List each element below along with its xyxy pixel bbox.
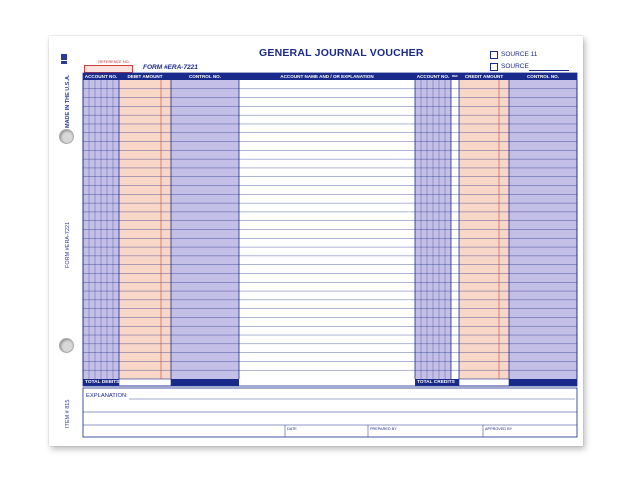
- total-credits-label: TOTAL CREDITS: [417, 380, 455, 385]
- item-number-text: ITEM # 815: [65, 399, 71, 428]
- total-control-left-bar: [171, 379, 239, 386]
- total-debits-label: TOTAL DEBITS: [85, 380, 120, 385]
- form-number: FORM #ERA-7221: [143, 64, 198, 71]
- header-account-name: ACCOUNT NAME AND / OR EXPLANATION: [280, 74, 374, 79]
- made-in-usa-text: MADE IN THE U.S.A.: [65, 74, 71, 128]
- explanation-label: EXPLANATION:: [86, 393, 128, 399]
- total-credits-box: [459, 379, 509, 386]
- total-debits-box: [119, 379, 171, 386]
- form-title: GENERAL JOURNAL VOUCHER: [259, 47, 424, 59]
- side-form-number: FORM #ERA-7221: [65, 221, 71, 268]
- header-account-no-right: ACCOUNT NO.: [416, 74, 450, 79]
- ledger-grid: [49, 36, 583, 446]
- reference-label: REFERENCE NO.: [98, 60, 130, 64]
- header-credit-amount: CREDIT AMOUNT: [464, 74, 504, 79]
- approved-by-label: APPROVED BY: [485, 427, 513, 431]
- header-debit-amount: DEBIT AMOUNT: [127, 74, 163, 79]
- header-account-no-left: ACCOUNT NO.: [84, 74, 118, 79]
- date-label: DATE: [287, 427, 297, 431]
- source-label: SOURCE: [501, 63, 529, 70]
- source-11-label: SOURCE 11: [501, 51, 538, 58]
- header-ref: REF: [452, 74, 458, 78]
- header-control-no-right: CONTROL NO.: [526, 74, 560, 79]
- header-control-no-left: CONTROL NO.: [188, 74, 222, 79]
- journal-voucher-form: [49, 36, 583, 446]
- prepared-by-label: PREPARED BY: [370, 427, 397, 431]
- total-control-right-bar: [509, 379, 577, 386]
